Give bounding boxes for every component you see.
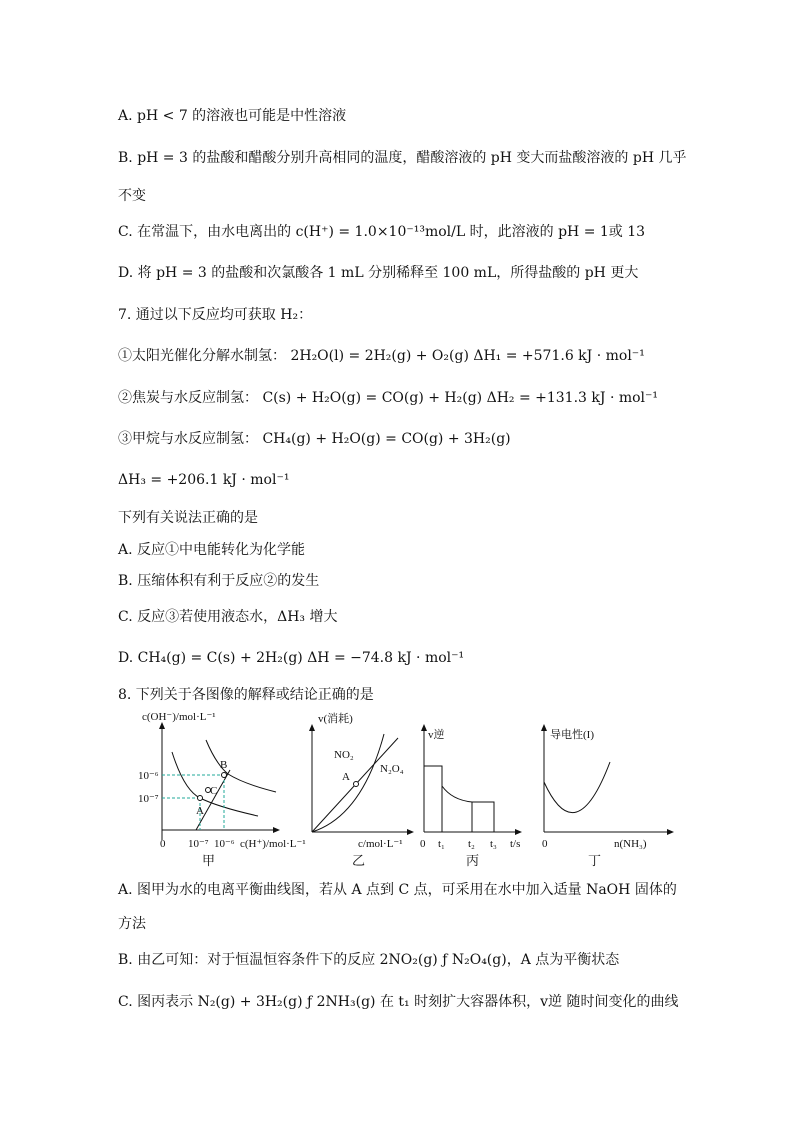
figure-ding-plot (540, 712, 680, 852)
jia-point-a (198, 796, 203, 801)
bing-xtick-t1: t₁ (438, 838, 445, 850)
jia-origin: 0 (160, 838, 166, 850)
q6-option-b-line1: B. pH = 3 的盐酸和醋酸分别升高相同的温度，醋酸溶液的 pH 变大而盐酸溶液的 pH 几乎 (118, 150, 687, 166)
ding-x-arrow (667, 829, 674, 835)
ding-ylabel: 导电性(I) (550, 729, 594, 741)
jia-xlabel: c(H⁺)/mol·L⁻¹ (240, 838, 306, 850)
jia-y-arrow (159, 722, 165, 729)
yi-point-a (354, 782, 359, 787)
yi-series-no2: NO₂ (334, 749, 354, 761)
bing-decay-curve (442, 786, 472, 802)
yi-label-a: A (342, 771, 350, 783)
ding-y-arrow (541, 724, 547, 731)
jia-label-b: B (220, 759, 228, 771)
bing-xtick-t2: t₂ (468, 838, 475, 850)
bing-x-arrow (515, 829, 522, 835)
yi-caption: 乙 (352, 854, 366, 869)
yi-y-arrow (309, 724, 315, 731)
q8-option-a-line2: 方法 (118, 916, 146, 932)
q8-stem: 8. 下列关于各图像的解释或结论正确的是 (118, 687, 374, 703)
bing-step-before (424, 766, 442, 832)
bing-origin: 0 (420, 838, 426, 850)
bing-step-after (472, 802, 494, 832)
ding-caption: 丁 (588, 854, 602, 869)
figure-yi (300, 712, 420, 869)
q7-stem: 7. 通过以下反应均可获取 H₂： (118, 307, 313, 323)
yi-x-arrow (407, 829, 414, 835)
jia-x-arrow (273, 827, 280, 833)
bing-caption: 丙 (466, 854, 480, 869)
bing-xtick-t3: t₃ (490, 838, 497, 850)
jia-ytick-1: 10⁻⁶ (138, 770, 159, 782)
q7-option-c: C. 反应③若使用液态水，ΔH₃ 增大 (118, 609, 338, 625)
q7-reaction-3: ③甲烷与水反应制氢： CH₄(g) + H₂O(g) = CO(g) + 3H₂(g) (118, 431, 511, 447)
jia-xtick-1: 10⁻⁷ (188, 838, 209, 850)
q8-option-b: B. 由乙可知：对于恒温恒容条件下的反应 2NO₂(g) ƒ N₂O₄(g)，A 点为平衡状态 (118, 952, 620, 968)
figure-jia (136, 711, 316, 869)
yi-xlabel: c/mol·L⁻¹ (358, 838, 403, 850)
yi-series-n2o4: N₂O₄ (380, 763, 404, 775)
ding-curve (544, 762, 610, 813)
jia-xtick-2: 10⁻⁶ (214, 838, 235, 850)
q7-question: 下列有关说法正确的是 (118, 510, 258, 526)
figure-bing-plot (418, 712, 530, 852)
jia-label-a: A (196, 805, 204, 817)
q6-option-a: A. pH < 7 的溶液也可能是中性溶液 (118, 108, 347, 124)
q6-option-b-line2: 不变 (118, 188, 146, 204)
ding-origin: 0 (542, 838, 548, 850)
jia-ytick-2: 10⁻⁷ (138, 793, 159, 805)
jia-ylabel: c(OH⁻)/mol·L⁻¹ (142, 711, 216, 723)
q7-option-b: B. 压缩体积有利于反应②的发生 (118, 573, 320, 589)
figure-yi-plot (300, 712, 420, 852)
ding-xlabel: n(NH₃) (614, 838, 647, 850)
yi-ylabel: v(消耗) (318, 713, 353, 725)
q7-option-a: A. 反应①中电能转化为化学能 (118, 542, 306, 558)
bing-y-arrow (421, 724, 427, 731)
figure-ding (540, 712, 680, 869)
q7-reaction-1: ①太阳光催化分解水制氢： 2H₂O(l) = 2H₂(g) + O₂(g) ΔH₁ = +571.6 kJ · mol⁻¹ (118, 348, 645, 364)
q7-option-d: D. CH₄(g) = C(s) + 2H₂(g) ΔH = −74.8 kJ · mol⁻¹ (118, 650, 465, 666)
jia-curve-lower (172, 752, 258, 816)
figure-jia-plot (136, 712, 316, 852)
jia-caption: 甲 (202, 854, 216, 869)
q7-reaction-3-enthalpy: ΔH₃ = +206.1 kJ · mol⁻¹ (118, 472, 290, 488)
q6-option-c: C. 在常温下，由水电离出的 c(H⁺) = 1.0×10⁻¹³mol/L 时，此溶液的 pH = 1或 13 (118, 224, 646, 240)
q8-option-c: C. 图丙表示 N₂(g) + 3H₂(g) ƒ 2NH₃(g) 在 t₁ 时刻扩大容器体积，v逆 随时间变化的曲线 (118, 994, 679, 1010)
q6-option-d: D. 将 pH = 3 的盐酸和次氯酸各 1 mL 分别稀释至 100 mL，所得盐酸的 pH 更大 (118, 265, 639, 281)
q8-option-a-line1: A. 图甲为水的电离平衡曲线图，若从 A 点到 C 点，可采用在水中加入适量 NaOH 固体的 (118, 882, 677, 898)
figure-bing (418, 712, 530, 869)
bing-xunit: t/s (510, 838, 521, 850)
bing-ylabel: v逆 (428, 729, 445, 741)
jia-point-b (222, 773, 227, 778)
jia-label-c: C (210, 785, 218, 797)
q7-reaction-2: ②焦炭与水反应制氢： C(s) + H₂O(g) = CO(g) + H₂(g) ΔH₂ = +131.3 kJ · mol⁻¹ (118, 390, 659, 406)
